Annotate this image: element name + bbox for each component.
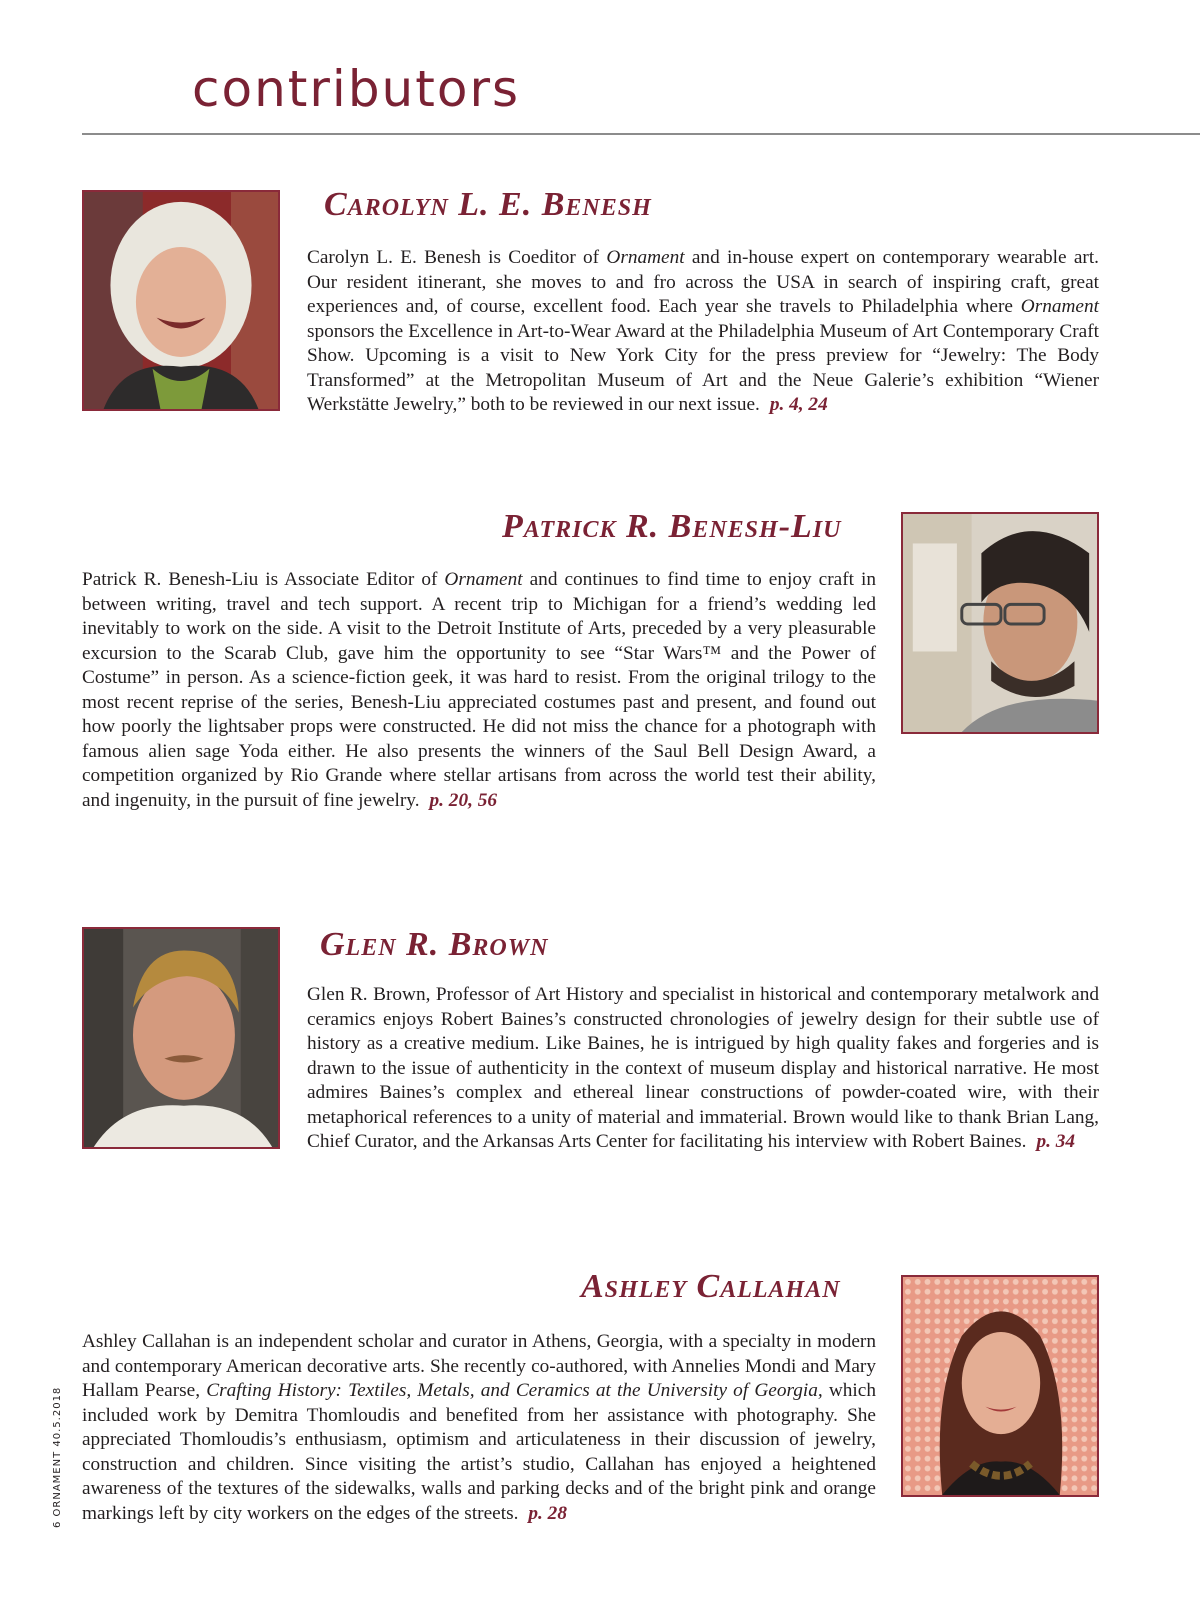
contributor-photo-benesh-liu [901, 512, 1099, 734]
contributor-name: Glen R. Brown [320, 926, 549, 963]
italic-title: Ornament [606, 247, 685, 268]
italic-title: Crafting History: Textiles, Metals, and Ceramics at the University of Georgia, [206, 1380, 823, 1401]
folio-text: 6 ORNAMENT 40.5.2018 [52, 1386, 63, 1528]
bio-text: Glen R. Brown, Professor of Art History and specialist in historical and contemporary metalwork and ceramics enjoys Robert Baines’s constructed chronologies of jewelry design for their subtle use of history as a creative medium. Like Baines, he is intrigued by high quality fakes and forgeries and is drawn to the issue of authenticity in the context of museum display and historical narrative. He most admires Baines’s complex and ethereal linear constructions of powder-coated wire, with their metaphorical references to a unity of material and immaterial. Brown would like to thank Brian Lang, Chief Curator, and the Arkansas Arts Center for facilitating his interview with Robert Baines. [307, 984, 1099, 1152]
contributor-bio [82, 1330, 876, 1526]
contributor-name: Patrick R. Benesh-Liu [502, 508, 842, 545]
page-reference: p. 4, 24 [769, 394, 828, 415]
bio-text: and in-house expert on contemporary wearable art. Our resident itinerant, she moves to and fro across the USA in search of inspiring craft, great experiences and, of course, excellent food. Each year she travels to Philadelphia where [307, 247, 1100, 317]
contributor-bio [307, 983, 1099, 1155]
bio-text: and continues to find time to enjoy craft in between writing, travel and tech support. A recent trip to Michigan for a friend’s wedding led inevitably to work on the side. A visit to the Detroit Institute of Arts, preceded by a very pleasurable excursion to the Scarab Club, gave him the opportunity to see “Star Wars™ and the Power of Costume” in person. As a science-fiction geek, it was hard to resist. From the original trilogy to the most recent reprise of the series, Benesh-Liu appreciated costumes past and present, and found out how poorly the lightsaber props were constructed. He did not miss the chance for a photograph with famous alien sage Yoda either. He also presents the winners of the Saul Bell Design Award, a competition organized by Rio Grande where stellar artisans from across the world test their ability, and ingenuity, in the pursuit of fine jewelry. [82, 569, 876, 811]
contributor-bio [307, 246, 1099, 418]
contributor-photo-brown [82, 927, 280, 1149]
contributor-name: Carolyn L. E. Benesh [324, 186, 652, 223]
italic-title: Ornament [1020, 296, 1099, 317]
contributor-bio [82, 568, 876, 813]
bio-text: Ashley Callahan is an independent scholar and curator in Athens, Georgia, with a specialty in modern and contemporary American decorative arts. She recently co-authored, with Annelies Mondi and Mary Hallam Pearse, [82, 1331, 876, 1401]
contributor-photo-callahan [901, 1275, 1099, 1497]
bio-text: Patrick R. Benesh-Liu is Associate Editor of [82, 569, 445, 590]
italic-title: Ornament [444, 569, 523, 590]
page-title: contributors [192, 60, 521, 118]
bio-text: sponsors the Excellence in Art-to-Wear Award at the Philadelphia Museum of Art Contemporary Craft Show. Upcoming is a visit to New York City for the press preview for “Jewelry: The Body Transformed” at the Metropolitan Museum of Art and the Neue Galerie’s exhibition “Wiener Werkstätte Jewelry,” both to be reviewed in our next issue. [307, 320, 1099, 415]
contributor-photo-benesh [82, 190, 280, 411]
page-reference: p. 34 [1036, 1131, 1075, 1152]
contributor-name: Ashley Callahan [581, 1268, 841, 1305]
bio-text: Carolyn L. E. Benesh is Coeditor of [307, 247, 607, 268]
title-divider [82, 133, 1200, 135]
page-reference: p. 20, 56 [429, 789, 497, 811]
bio-text: which included work by Demitra Thomloudis and benefited from her assistance with photography. She appreciated Thomloudis’s enthusiasm, optimism and articulateness in their discussion of jewelry, construction and children. Since visiting the artist’s studio, Callahan has enjoyed a heightened awareness of the textures of the sidewalks, walls and parking decks and of the bright pink and orange markings left by city workers on the edges of the streets. [82, 1380, 876, 1524]
page-reference: p. 28 [528, 1502, 567, 1524]
